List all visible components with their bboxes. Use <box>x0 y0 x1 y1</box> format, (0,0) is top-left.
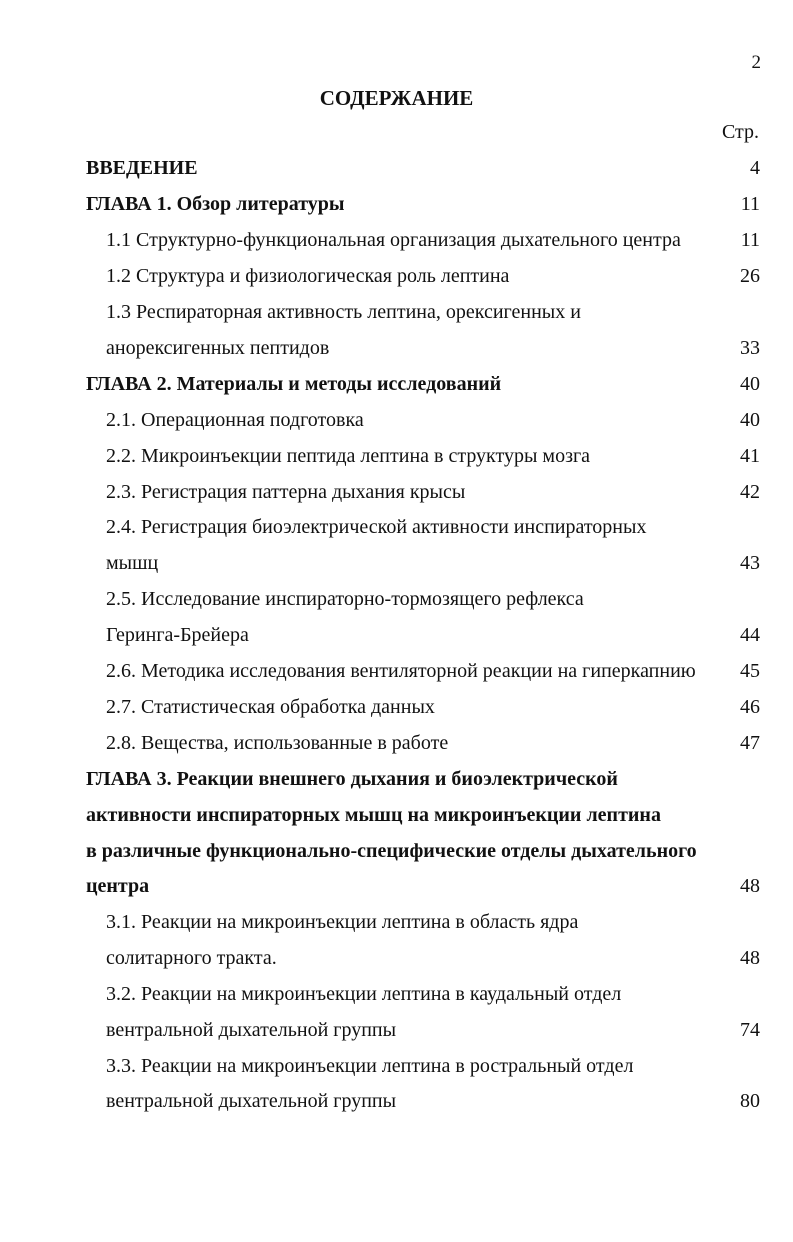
toc-entry-page: 33 <box>740 337 760 359</box>
toc-entry-text: Геринга-Брейера <box>106 624 249 646</box>
toc-entry-text: ГЛАВА 3. Реакции внешнего дыхания и биоэлектрической <box>86 768 618 790</box>
toc-entry-text: мышц <box>106 552 159 574</box>
toc-entry-2-2 <box>86 445 760 481</box>
toc-entry-1-3 <box>86 301 760 337</box>
toc-entry-page: 80 <box>740 1090 760 1112</box>
toc-entry-1-1 <box>86 229 760 265</box>
toc-entry-page: 47 <box>740 732 760 754</box>
toc-entry-intro <box>86 157 760 193</box>
page-title: СОДЕРЖАНИЕ <box>319 86 474 110</box>
toc-entry-chapter-2 <box>86 373 760 409</box>
toc-entry-3-2 <box>86 983 760 1019</box>
toc-entry-text: 2.6. Методика исследования вентиляторной реакции на гиперкапнию <box>106 660 696 682</box>
toc-entry-chapter-1 <box>86 193 760 229</box>
toc-entry-text: 2.8. Вещества, использованные в работе <box>106 732 449 754</box>
toc-entry-text: 2.3. Регистрация паттерна дыхания крысы <box>106 481 466 503</box>
toc-entry-page: 41 <box>740 445 760 467</box>
toc-entry-text: 3.3. Реакции на микроинъекции лептина в ростральный отдел <box>106 1055 634 1077</box>
toc-entry-3-3 <box>86 1055 760 1091</box>
toc-entry-page: 74 <box>740 1019 760 1041</box>
toc-entry-chapter-3-cont <box>86 875 760 911</box>
toc-entry-page: 11 <box>740 229 760 251</box>
toc-entry-1-2 <box>86 265 760 301</box>
toc-entry-page: 40 <box>740 409 760 431</box>
toc-entry-3-1 <box>86 911 760 947</box>
toc-entry-text: центра <box>86 875 150 897</box>
toc-entry-text: ГЛАВА 1. Обзор литературы <box>86 193 345 215</box>
toc-entry-text: вентральной дыхательной группы <box>106 1019 397 1041</box>
toc-entry-2-3 <box>86 481 760 517</box>
toc-entry-text: 2.5. Исследование инспираторно-тормозящего рефлекса <box>106 588 584 610</box>
toc-entry-page: 11 <box>740 193 760 215</box>
toc-entry-text: ГЛАВА 2. Материалы и методы исследований <box>86 373 502 395</box>
toc-entry-2-5-cont <box>86 624 760 660</box>
toc-entry-page: 48 <box>740 875 760 897</box>
toc-entry-2-4-cont <box>86 552 760 588</box>
toc-entry-2-5 <box>86 588 760 624</box>
toc-entry-page: 40 <box>740 373 760 395</box>
toc-entry-text: солитарного тракта. <box>106 947 277 969</box>
toc-entry-chapter-3-cont <box>86 804 760 840</box>
toc-entry-text: 2.4. Регистрация биоэлектрической активности инспираторных <box>106 516 647 538</box>
page-column-label: Стр. <box>721 121 759 143</box>
toc-entry-text: вентральной дыхательной группы <box>106 1090 397 1112</box>
toc-entry-page: 43 <box>740 552 760 574</box>
toc-entry-text: в различные функционально-специфические отделы дыхательного <box>86 840 697 862</box>
toc-entry-text: 3.2. Реакции на микроинъекции лептина в каудальный отдел <box>106 983 622 1005</box>
toc-entry-page: 46 <box>740 696 760 718</box>
toc-entry-text: 1.3 Респираторная активность лептина, орексигенных и <box>106 301 581 323</box>
toc-entry-1-3-cont <box>86 337 760 373</box>
toc-entry-page: 4 <box>750 157 760 179</box>
toc-entry-text: 3.1. Реакции на микроинъекции лептина в область ядра <box>106 911 579 933</box>
toc-entry-text: 1.2 Структура и физиологическая роль лептина <box>106 265 510 287</box>
toc-entry-text: 1.1 Структурно-функциональная организация дыхательного центра <box>106 229 681 251</box>
toc-entry-text: активности инспираторных мышц на микроинъекции лептина <box>86 804 661 826</box>
toc-entry-3-3-cont <box>86 1090 760 1126</box>
page-number: 2 <box>751 52 761 73</box>
toc-entry-page: 45 <box>740 660 760 682</box>
toc-entry-page: 44 <box>740 624 760 646</box>
toc-entry-page: 42 <box>740 481 760 503</box>
toc-entry-2-4 <box>86 516 760 552</box>
toc-entry-2-1 <box>86 409 760 445</box>
toc-entry-3-2-cont <box>86 1019 760 1055</box>
toc-entry-text: ВВЕДЕНИЕ <box>86 157 198 179</box>
toc-entry-text: 2.1. Операционная подготовка <box>106 409 364 431</box>
toc-entry-chapter-3-cont <box>86 840 760 876</box>
toc-entry-text: 2.2. Микроинъекции пептида лептина в структуры мозга <box>106 445 591 467</box>
toc-entry-text: 2.7. Статистическая обработка данных <box>106 696 435 718</box>
toc-entry-2-8 <box>86 732 760 768</box>
toc-entry-2-6 <box>86 660 760 696</box>
toc-entry-3-1-cont <box>86 947 760 983</box>
toc-entry-page: 48 <box>740 947 760 969</box>
toc-entry-page: 26 <box>740 265 760 287</box>
toc-entry-chapter-3 <box>86 768 760 804</box>
toc-entry-text: анорексигенных пептидов <box>106 337 330 359</box>
toc-entry-2-7 <box>86 696 760 732</box>
